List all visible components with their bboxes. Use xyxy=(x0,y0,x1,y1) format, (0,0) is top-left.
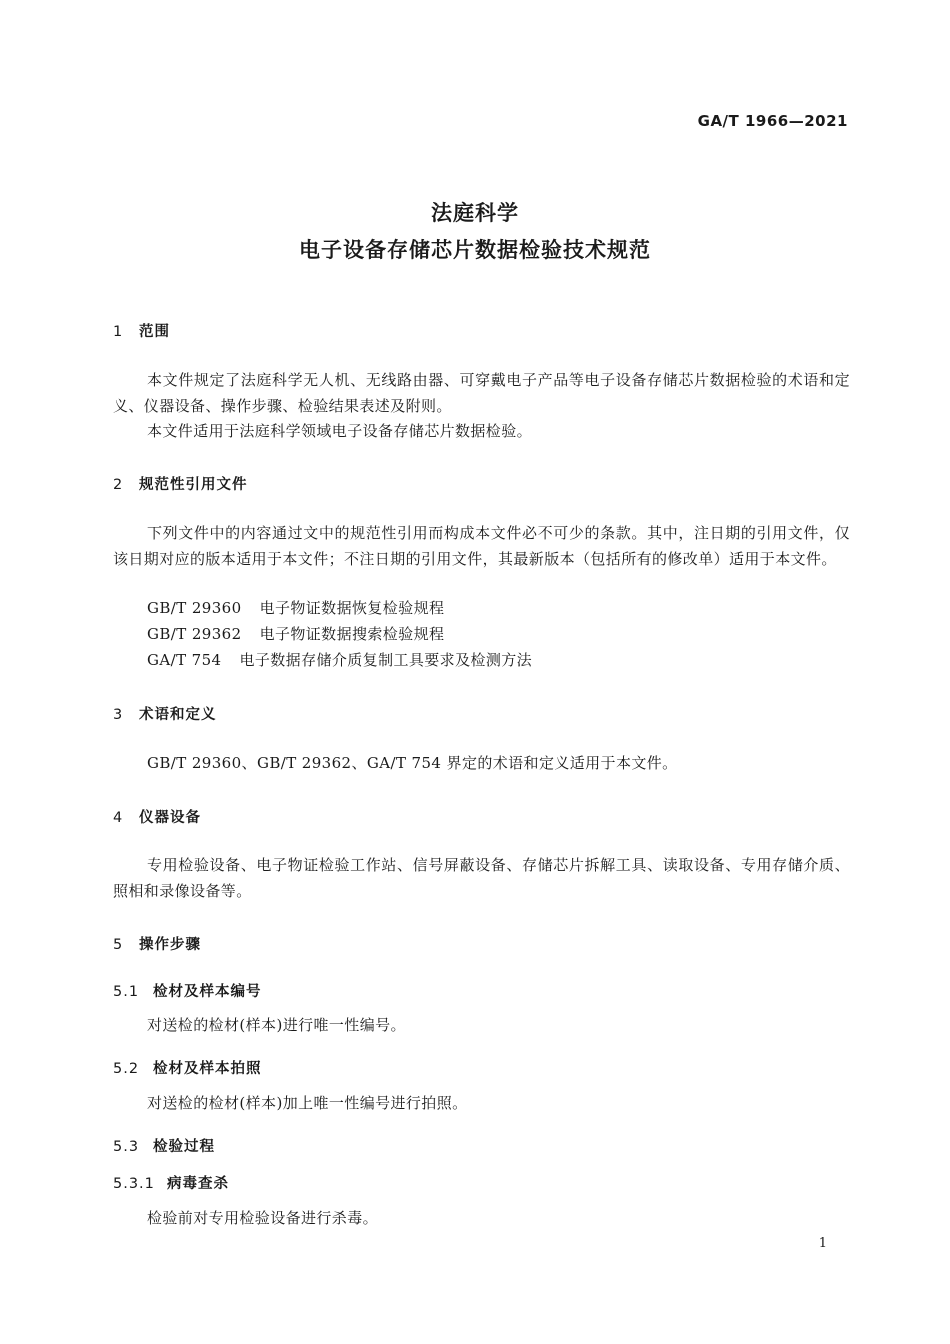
section-number: 3 xyxy=(113,707,124,723)
section-title: 规范性引用文件 xyxy=(139,477,248,493)
section-title: 范围 xyxy=(139,324,170,340)
subsection-title: 检验过程 xyxy=(153,1139,215,1155)
subsection-number: 5.1 xyxy=(113,984,140,1000)
subsection-title: 检材及样本编号 xyxy=(153,984,262,1000)
doc-title-line1: 法庭科学 xyxy=(431,201,519,225)
section-number: 5 xyxy=(113,937,124,953)
section-4-paragraph-1: 专用检验设备、电子物证检验工作站、信号屏蔽设备、存储芯片拆解工具、读取设备、专用存储介质、照相和录像设备等。 xyxy=(113,856,850,900)
section-1-paragraph-2: 本文件适用于法庭科学领域电子设备存储芯片数据检验。 xyxy=(147,422,533,440)
reference-item xyxy=(147,649,532,670)
subsection-title: 检材及样本拍照 xyxy=(153,1061,262,1077)
reference-title: 电子数据存储介质复制工具要求及检测方法 xyxy=(239,651,533,669)
reference-title: 电子物证数据搜索检验规程 xyxy=(259,625,445,643)
section-number: 2 xyxy=(113,477,124,493)
page-number: 1 xyxy=(818,1236,827,1251)
subsection-number: 5.2 xyxy=(113,1061,140,1077)
section-2-paragraph-1: 下列文件中的内容通过文中的规范性引用而构成本文件必不可少的条款。其中，注日期的引用文件，仅该日期对应的版本适用于本文件；不注日期的引用文件，其最新版本（包括所有的修改单）适用于本文件。 xyxy=(113,524,850,568)
section-5-heading xyxy=(113,933,201,954)
subsection-number: 5.3 xyxy=(113,1139,140,1155)
section-1-heading xyxy=(113,320,170,341)
reference-code: GA/T 754 xyxy=(147,651,222,669)
section-title: 术语和定义 xyxy=(139,707,217,723)
doc-title-line2: 电子设备存储芯片数据检验技术规范 xyxy=(299,238,651,262)
section-title: 仪器设备 xyxy=(139,810,201,826)
subsection-5-2-paragraph: 对送检的检材(样本)加上唯一性编号进行拍照。 xyxy=(147,1094,468,1112)
standard-code: GA/T 1966—2021 xyxy=(697,112,848,130)
section-number: 1 xyxy=(113,324,124,340)
subsection-5-3-heading xyxy=(113,1135,215,1156)
section-3-paragraph-1: GB/T 29360、GB/T 29362、GA/T 754 界定的术语和定义适用于本文件。 xyxy=(147,754,678,772)
subsection-number: 5.3.1 xyxy=(113,1176,155,1192)
subsection-5-3-1-paragraph: 检验前对专用检验设备进行杀毒。 xyxy=(147,1209,379,1227)
subsection-5-2-heading xyxy=(113,1057,262,1078)
reference-code: GB/T 29362 xyxy=(147,625,242,643)
subsection-5-1-heading xyxy=(113,980,262,1001)
reference-code: GB/T 29360 xyxy=(147,599,242,617)
section-number: 4 xyxy=(113,810,124,826)
section-3-heading xyxy=(113,703,217,724)
subsection-title: 病毒查杀 xyxy=(167,1176,229,1192)
subsection-5-1-paragraph: 对送检的检材(样本)进行唯一性编号。 xyxy=(147,1016,406,1034)
section-2-heading xyxy=(113,473,248,494)
section-title: 操作步骤 xyxy=(139,937,201,953)
reference-item xyxy=(147,597,444,618)
section-1-paragraph-1: 本文件规定了法庭科学无人机、无线路由器、可穿戴电子产品等电子设备存储芯片数据检验的术语和定义、仪器设备、操作步骤、检验结果表述及附则。 xyxy=(113,371,850,415)
subsection-5-3-1-heading xyxy=(113,1172,229,1193)
reference-title: 电子物证数据恢复检验规程 xyxy=(259,599,445,617)
section-4-heading xyxy=(113,806,201,827)
reference-item xyxy=(147,623,444,644)
